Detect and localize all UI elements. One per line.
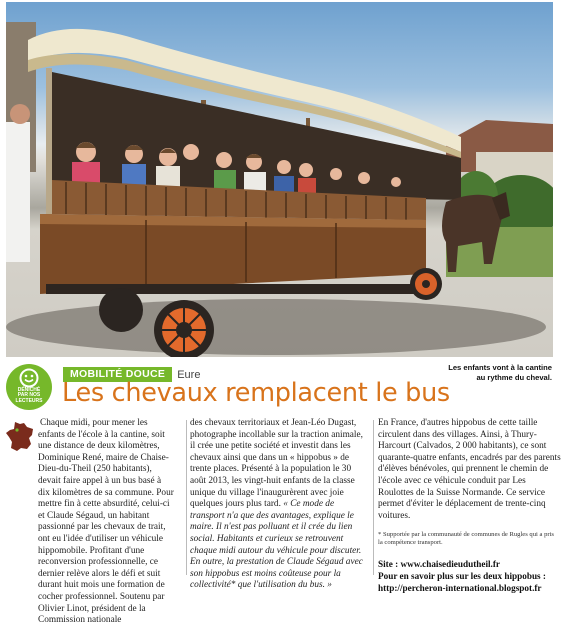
- column-divider: [373, 420, 374, 575]
- smiley-icon: [19, 368, 39, 388]
- article-column-1: Chaque midi, pour mener les enfants de l'école à la cantine, soit une distance de deux kilomètres, Dominique René, maire de Chaise-Dieu-du-Theil (250 habitants), devait faire appel à un bus basé à dix kilomètres de sa commune. Pour mettre fin à cette absurdité, celui-ci et Claude Ségaud, un habitant passionné par les chevaux de trait, ont eu l'idée d'utiliser un véhicule hippomobile. Profitant d'une reconversion professionnelle, ce dernier relève alors le défi et suit durant huit mois une formation de cocher professionnel. Soutenu par Olivier Linot, président de la Commission nationale: [38, 418, 174, 626]
- mayor-quote: « Ce mode de transport n'a que des avantages, explique le maire. Il n'est pas polluant et il crée du lien social. Habitants et curieux se retrouvent chaque midi autour du véhicule pour discuter. En outre, la prestation de Claude Ségaud avec son hippobus est moins coûteuse pour la collectivité* que l'utilisation du bus. »: [190, 499, 363, 591]
- column-divider: [186, 420, 187, 575]
- caption-line-1: Les enfants vont à la cantine: [448, 363, 552, 372]
- france-map-icon: [5, 421, 35, 452]
- blog-link[interactable]: http://percheron-international.blogspot.fr: [378, 582, 542, 593]
- links-block: [378, 559, 568, 594]
- article-column-2: [190, 418, 366, 592]
- badge-line-2: PAR NOS: [17, 392, 41, 399]
- category-label: MOBILITÉ DOUCE: [63, 367, 172, 382]
- town-website-link[interactable]: Site : www.chaisedieudutheil.fr: [378, 559, 500, 569]
- badge-line-3: LECTEURS: [15, 397, 43, 404]
- more-info-label: Pour en savoir plus sur les deux hippobus :: [378, 570, 546, 581]
- column-2-text: des chevaux territoriaux et Jean-Léo Dugast, photographe incollable sur la traction animale, il crée une petite société et investit dans les chevaux ainsi que dans un « hippobus » de trente places. Présenté à la population le 30 août 2013, les vingt-huit enfants de la classe unique du village l'inaugurèrent avec joie quelques jours plus tard.: [190, 418, 363, 510]
- article-photo: [6, 2, 553, 357]
- footnote: * Supportée par la communauté de communes de Rugles qui a pris la compétence transport.: [378, 531, 554, 546]
- article-headline: Les chevaux remplacent le bus: [62, 378, 450, 408]
- region-label: Eure: [177, 368, 201, 381]
- photo-caption: [445, 363, 552, 383]
- reader-find-badge: [6, 364, 52, 410]
- caption-line-2: au rythme du cheval.: [476, 373, 552, 382]
- article-column-3: En France, d'autres hippobus de cette taille circulent dans des villages. Ainsi, à Thury-Harcourt (Calvados, 2 000 habitants), ce sont quarante-quatre enfants, encadrés par des parents d'élèves bénévoles, qui prennent le chemin de l'école avec ce véhicule conduit par Les Roulottes de la Suisse Normande. Ce service permet d'éviter le déplacement de trente-cinq voitures.: [378, 418, 561, 521]
- badge-line-1: DÉNICHÉ: [17, 387, 41, 393]
